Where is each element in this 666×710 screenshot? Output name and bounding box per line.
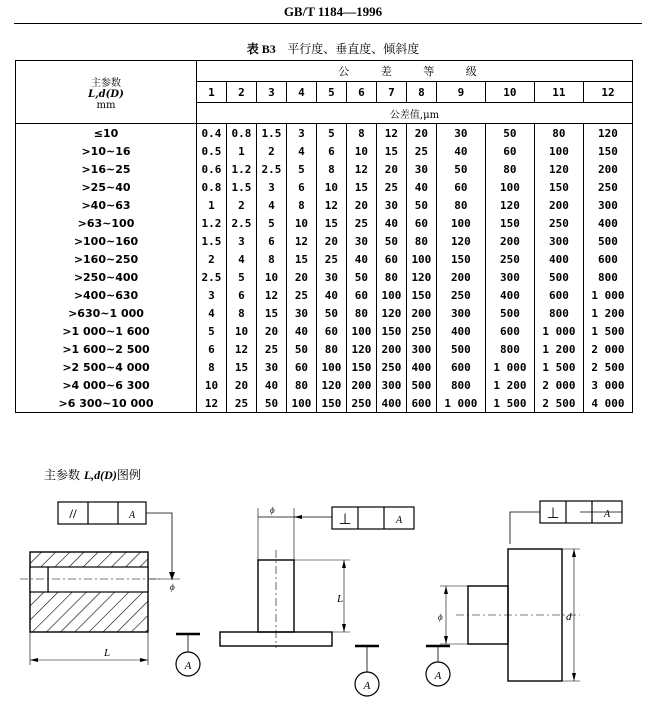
tolerance-value: 25 <box>406 142 436 160</box>
tolerance-value: 25 <box>316 250 346 268</box>
table-row <box>16 394 633 413</box>
tolerance-value: 10 <box>256 268 286 286</box>
tolerance-value: 12 <box>197 394 227 413</box>
tolerance-value: 8 <box>197 358 227 376</box>
figure-parallelism <box>20 502 200 676</box>
tolerance-value: 60 <box>485 142 534 160</box>
tolerance-value: 1 000 <box>583 286 632 304</box>
tolerance-value: 200 <box>534 196 583 214</box>
tolerance-value: 300 <box>485 268 534 286</box>
tolerance-value: 200 <box>346 376 376 394</box>
tolerance-value: 300 <box>534 232 583 250</box>
tolerance-value: 600 <box>485 322 534 340</box>
tolerance-value: 250 <box>534 214 583 232</box>
tolerance-value: 2 500 <box>583 358 632 376</box>
tolerance-value: 8 <box>256 250 286 268</box>
tolerance-value: 200 <box>583 160 632 178</box>
tolerance-value: 6 <box>316 142 346 160</box>
example-symbol: L,d(D) <box>83 468 117 482</box>
table-row <box>16 232 633 250</box>
tolerance-value: 600 <box>583 250 632 268</box>
tolerance-value: 12 <box>256 286 286 304</box>
tolerance-value: 10 <box>226 322 256 340</box>
size-range: >4 000~6 300 <box>16 376 197 394</box>
tolerance-value: 100 <box>286 394 316 413</box>
tolerance-value: 100 <box>534 142 583 160</box>
tolerance-value: 0.8 <box>226 124 256 143</box>
tolerance-value: 120 <box>583 124 632 143</box>
tolerance-value: 10 <box>197 376 227 394</box>
tolerance-value: 20 <box>286 268 316 286</box>
perp-symbol-2: ⊥ <box>338 512 352 528</box>
tolerance-value: 400 <box>406 358 436 376</box>
tolerance-value: 60 <box>286 358 316 376</box>
tolerance-value: 10 <box>316 178 346 196</box>
tolerance-value: 4 000 <box>583 394 632 413</box>
tolerance-value: 1 200 <box>583 304 632 322</box>
tol-class-header: 公 差 等 级 <box>197 61 633 82</box>
grade-header: 8 <box>406 82 436 103</box>
tolerance-value: 400 <box>376 394 406 413</box>
size-range: >1 000~1 600 <box>16 322 197 340</box>
tolerance-value: 20 <box>406 124 436 143</box>
tolerance-value: 50 <box>436 160 485 178</box>
param-header <box>16 61 197 124</box>
tolerance-value: 300 <box>406 340 436 358</box>
tolerance-value: 500 <box>583 232 632 250</box>
figure-perpendicularity-flange <box>426 501 622 686</box>
tolerance-value: 600 <box>534 286 583 304</box>
tolerance-value: 80 <box>346 304 376 322</box>
tolerance-value: 80 <box>406 232 436 250</box>
tolerance-value: 80 <box>286 376 316 394</box>
tolerance-value: 5 <box>197 322 227 340</box>
grade-header: 12 <box>583 82 632 103</box>
tolerance-value: 80 <box>436 196 485 214</box>
tolerance-value: 25 <box>346 214 376 232</box>
tolerance-value: 15 <box>376 142 406 160</box>
tolerance-value: 500 <box>485 304 534 322</box>
tolerance-value: 15 <box>316 214 346 232</box>
tolerance-value: 150 <box>485 214 534 232</box>
tolerance-value: 0.5 <box>197 142 227 160</box>
tolerance-value: 60 <box>436 178 485 196</box>
tolerance-value: 1.5 <box>226 178 256 196</box>
tolerance-value: 12 <box>316 196 346 214</box>
tolerance-value: 25 <box>286 286 316 304</box>
tol-unit-header: 公差值,μm <box>197 103 633 124</box>
tolerance-value: 50 <box>316 304 346 322</box>
size-range: >1 600~2 500 <box>16 340 197 358</box>
tolerance-value: 1 000 <box>485 358 534 376</box>
tolerance-value: 30 <box>376 196 406 214</box>
tolerance-value: 3 <box>197 286 227 304</box>
tolerance-value: 80 <box>376 268 406 286</box>
table-row <box>16 250 633 268</box>
tolerance-value: 15 <box>256 304 286 322</box>
tolerance-value: 1 000 <box>436 394 485 413</box>
tolerance-value: 25 <box>226 394 256 413</box>
table-row <box>16 376 633 394</box>
table-title: 平行度、垂直度、倾斜度 <box>287 42 420 56</box>
tolerance-value: 5 <box>286 160 316 178</box>
tolerance-value: 4 <box>256 196 286 214</box>
tolerance-value: 0.4 <box>197 124 227 143</box>
example-drawings <box>0 480 666 710</box>
grade-header: 10 <box>485 82 534 103</box>
parallel-symbol: // <box>69 506 77 521</box>
tolerance-value: 800 <box>534 304 583 322</box>
tolerance-value: 400 <box>534 250 583 268</box>
tolerance-value: 8 <box>346 124 376 143</box>
datum-a-2: A <box>363 680 371 692</box>
table-row <box>16 358 633 376</box>
tolerance-value: 120 <box>534 160 583 178</box>
size-range: >160~250 <box>16 250 197 268</box>
tolerance-value: 2.5 <box>226 214 256 232</box>
tolerance-value: 2 000 <box>583 340 632 358</box>
datum-label-1: A <box>128 510 136 521</box>
tolerance-value: 1 000 <box>534 322 583 340</box>
tolerance-value: 150 <box>376 322 406 340</box>
dim-L-2: L <box>337 593 344 605</box>
size-range: >400~630 <box>16 286 197 304</box>
tolerance-value: 120 <box>346 340 376 358</box>
size-range: >100~160 <box>16 232 197 250</box>
tolerance-value: 50 <box>256 394 286 413</box>
tolerance-value: 1 500 <box>583 322 632 340</box>
tolerance-value: 8 <box>316 160 346 178</box>
tolerance-value: 60 <box>376 250 406 268</box>
table-row <box>16 142 633 160</box>
tolerance-value: 80 <box>485 160 534 178</box>
tolerance-value: 120 <box>376 304 406 322</box>
table-row <box>16 196 633 214</box>
tolerance-value: 50 <box>376 232 406 250</box>
grade-header: 11 <box>534 82 583 103</box>
example-suffix: 图例 <box>116 468 141 482</box>
grade-header: 7 <box>376 82 406 103</box>
tolerance-value: 600 <box>436 358 485 376</box>
tolerance-value: 120 <box>406 268 436 286</box>
tolerance-value: 400 <box>583 214 632 232</box>
tolerance-value: 1 <box>226 142 256 160</box>
phi-3: ϕ <box>438 612 443 622</box>
size-range: ≤10 <box>16 124 197 143</box>
table-caption <box>0 40 666 57</box>
table-row <box>16 304 633 322</box>
tolerance-value: 60 <box>346 286 376 304</box>
datum-a-1: A <box>184 660 192 672</box>
tolerance-value: 120 <box>316 376 346 394</box>
tolerance-value: 1 200 <box>534 340 583 358</box>
tolerance-value: 2 500 <box>534 394 583 413</box>
tolerance-value: 80 <box>316 340 346 358</box>
tolerance-value: 600 <box>406 394 436 413</box>
table-row <box>16 340 633 358</box>
tolerance-value: 300 <box>583 196 632 214</box>
tolerance-value: 500 <box>436 340 485 358</box>
tolerance-value: 12 <box>376 124 406 143</box>
tolerance-value: 4 <box>286 142 316 160</box>
tolerance-value: 30 <box>346 232 376 250</box>
tolerance-value: 200 <box>436 268 485 286</box>
param-header-line2: L,d(D) <box>88 88 124 100</box>
grade-header: 3 <box>256 82 286 103</box>
tolerance-value: 80 <box>534 124 583 143</box>
tolerance-value: 500 <box>534 268 583 286</box>
size-range: >2 500~4 000 <box>16 358 197 376</box>
table-body <box>16 124 633 413</box>
tolerance-value: 2.5 <box>256 160 286 178</box>
tolerance-value: 200 <box>376 340 406 358</box>
tolerance-value: 5 <box>256 214 286 232</box>
tolerance-value: 20 <box>346 196 376 214</box>
tolerance-value: 30 <box>256 358 286 376</box>
dim-d-3: d <box>566 611 572 623</box>
tolerance-value: 40 <box>406 178 436 196</box>
tolerance-value: 40 <box>436 142 485 160</box>
grade-header: 4 <box>286 82 316 103</box>
tolerance-value: 25 <box>376 178 406 196</box>
tolerance-value: 100 <box>316 358 346 376</box>
tolerance-value: 150 <box>534 178 583 196</box>
tolerance-value: 150 <box>436 250 485 268</box>
tolerance-value: 6 <box>286 178 316 196</box>
size-range: >16~25 <box>16 160 197 178</box>
table-row <box>16 214 633 232</box>
tolerance-value: 30 <box>406 160 436 178</box>
tolerance-value: 1.2 <box>226 160 256 178</box>
tolerance-value: 8 <box>226 304 256 322</box>
param-header-line1: 主参数 <box>91 77 121 89</box>
tolerance-value: 1.5 <box>197 232 227 250</box>
tolerance-value: 40 <box>256 376 286 394</box>
tolerance-value: 1 <box>197 196 227 214</box>
tolerance-value: 120 <box>436 232 485 250</box>
tolerance-value: 40 <box>376 214 406 232</box>
tolerance-value: 800 <box>485 340 534 358</box>
grade-header: 1 <box>197 82 227 103</box>
tolerance-value: 6 <box>226 286 256 304</box>
header-rule <box>14 23 642 24</box>
tolerance-value: 15 <box>346 178 376 196</box>
datum-label-2: A <box>395 515 403 526</box>
table-row <box>16 322 633 340</box>
tolerance-value: 400 <box>485 286 534 304</box>
tolerance-value: 1.5 <box>256 124 286 143</box>
tolerance-value: 1 500 <box>534 358 583 376</box>
tolerance-value: 12 <box>346 160 376 178</box>
grade-header: 5 <box>316 82 346 103</box>
tolerance-value: 20 <box>316 232 346 250</box>
tolerance-value: 30 <box>436 124 485 143</box>
tolerance-value: 2.5 <box>197 268 227 286</box>
size-range: >10~16 <box>16 142 197 160</box>
grade-header: 9 <box>436 82 485 103</box>
tolerance-value: 50 <box>346 268 376 286</box>
tolerance-value: 10 <box>346 142 376 160</box>
tolerance-value: 250 <box>406 322 436 340</box>
dim-L-1: L <box>104 647 111 659</box>
tolerance-value: 250 <box>346 394 376 413</box>
tolerance-value: 0.6 <box>197 160 227 178</box>
tolerance-value: 0.8 <box>197 178 227 196</box>
tolerance-value: 40 <box>316 286 346 304</box>
tolerance-value: 6 <box>197 340 227 358</box>
tolerance-value: 20 <box>226 376 256 394</box>
tolerance-value: 3 000 <box>583 376 632 394</box>
tolerance-value: 12 <box>226 340 256 358</box>
tolerance-value: 100 <box>485 178 534 196</box>
tolerance-value: 25 <box>256 340 286 358</box>
perp-symbol-3: ⊥ <box>546 506 560 522</box>
tolerance-value: 15 <box>226 358 256 376</box>
tolerance-value: 150 <box>346 358 376 376</box>
table-row <box>16 124 633 143</box>
tolerance-value: 40 <box>346 250 376 268</box>
tolerance-value: 30 <box>286 304 316 322</box>
tolerance-value: 150 <box>583 142 632 160</box>
tolerance-value: 250 <box>376 358 406 376</box>
tolerance-value: 300 <box>436 304 485 322</box>
tolerance-value: 300 <box>376 376 406 394</box>
tolerance-value: 100 <box>436 214 485 232</box>
tolerance-value: 100 <box>406 250 436 268</box>
tolerance-value: 40 <box>286 322 316 340</box>
param-header-line3: mm <box>96 99 116 111</box>
table-row <box>16 178 633 196</box>
tolerance-value: 1.2 <box>197 214 227 232</box>
tolerance-value: 50 <box>485 124 534 143</box>
tolerance-value: 8 <box>286 196 316 214</box>
tolerance-value: 2 <box>226 196 256 214</box>
tolerance-value: 250 <box>583 178 632 196</box>
tolerance-value: 50 <box>286 340 316 358</box>
tolerance-value: 15 <box>286 250 316 268</box>
tolerance-value: 200 <box>485 232 534 250</box>
table-row <box>16 268 633 286</box>
tolerance-value: 120 <box>485 196 534 214</box>
tolerance-table <box>15 60 633 413</box>
tolerance-value: 30 <box>316 268 346 286</box>
tolerance-value: 1 500 <box>485 394 534 413</box>
tolerance-value: 2 000 <box>534 376 583 394</box>
tolerance-value: 2 <box>197 250 227 268</box>
tolerance-value: 800 <box>583 268 632 286</box>
tolerance-value: 400 <box>436 322 485 340</box>
tolerance-value: 4 <box>226 250 256 268</box>
tolerance-value: 5 <box>316 124 346 143</box>
size-range: >250~400 <box>16 268 197 286</box>
tolerance-value: 100 <box>376 286 406 304</box>
tolerance-value: 500 <box>406 376 436 394</box>
size-range: >25~40 <box>16 178 197 196</box>
tolerance-value: 50 <box>406 196 436 214</box>
tolerance-value: 60 <box>316 322 346 340</box>
size-range: >40~63 <box>16 196 197 214</box>
tolerance-value: 250 <box>436 286 485 304</box>
grade-header: 2 <box>226 82 256 103</box>
tolerance-value: 200 <box>406 304 436 322</box>
tolerance-value: 4 <box>197 304 227 322</box>
table-row <box>16 160 633 178</box>
tolerance-value: 5 <box>226 268 256 286</box>
table-row <box>16 286 633 304</box>
size-range: >630~1 000 <box>16 304 197 322</box>
datum-a-3: A <box>434 670 442 682</box>
tolerance-value: 250 <box>485 250 534 268</box>
standard-number: GB/T 1184—1996 <box>283 4 383 19</box>
tolerance-value: 20 <box>256 322 286 340</box>
tolerance-value: 150 <box>316 394 346 413</box>
phi-2: ϕ <box>270 505 275 515</box>
tolerance-value: 6 <box>256 232 286 250</box>
tolerance-value: 60 <box>406 214 436 232</box>
size-range: >63~100 <box>16 214 197 232</box>
tolerance-value: 100 <box>346 322 376 340</box>
phi-1: ϕ <box>170 582 175 592</box>
tolerance-value: 3 <box>256 178 286 196</box>
bore <box>48 567 148 592</box>
tolerance-value: 3 <box>226 232 256 250</box>
datum-label-3: A <box>603 509 611 520</box>
tolerance-value: 150 <box>406 286 436 304</box>
tolerance-value: 10 <box>286 214 316 232</box>
tolerance-value: 12 <box>286 232 316 250</box>
figure-perpendicularity-post <box>220 505 414 696</box>
tolerance-value: 800 <box>436 376 485 394</box>
example-prefix: 主参数 <box>44 468 81 482</box>
tolerance-value: 3 <box>286 124 316 143</box>
tolerance-value: 20 <box>376 160 406 178</box>
size-range: >6 300~10 000 <box>16 394 197 413</box>
tolerance-value: 2 <box>256 142 286 160</box>
grade-header: 6 <box>346 82 376 103</box>
tolerance-value: 1 200 <box>485 376 534 394</box>
table-label: 表 B3 <box>246 42 276 56</box>
